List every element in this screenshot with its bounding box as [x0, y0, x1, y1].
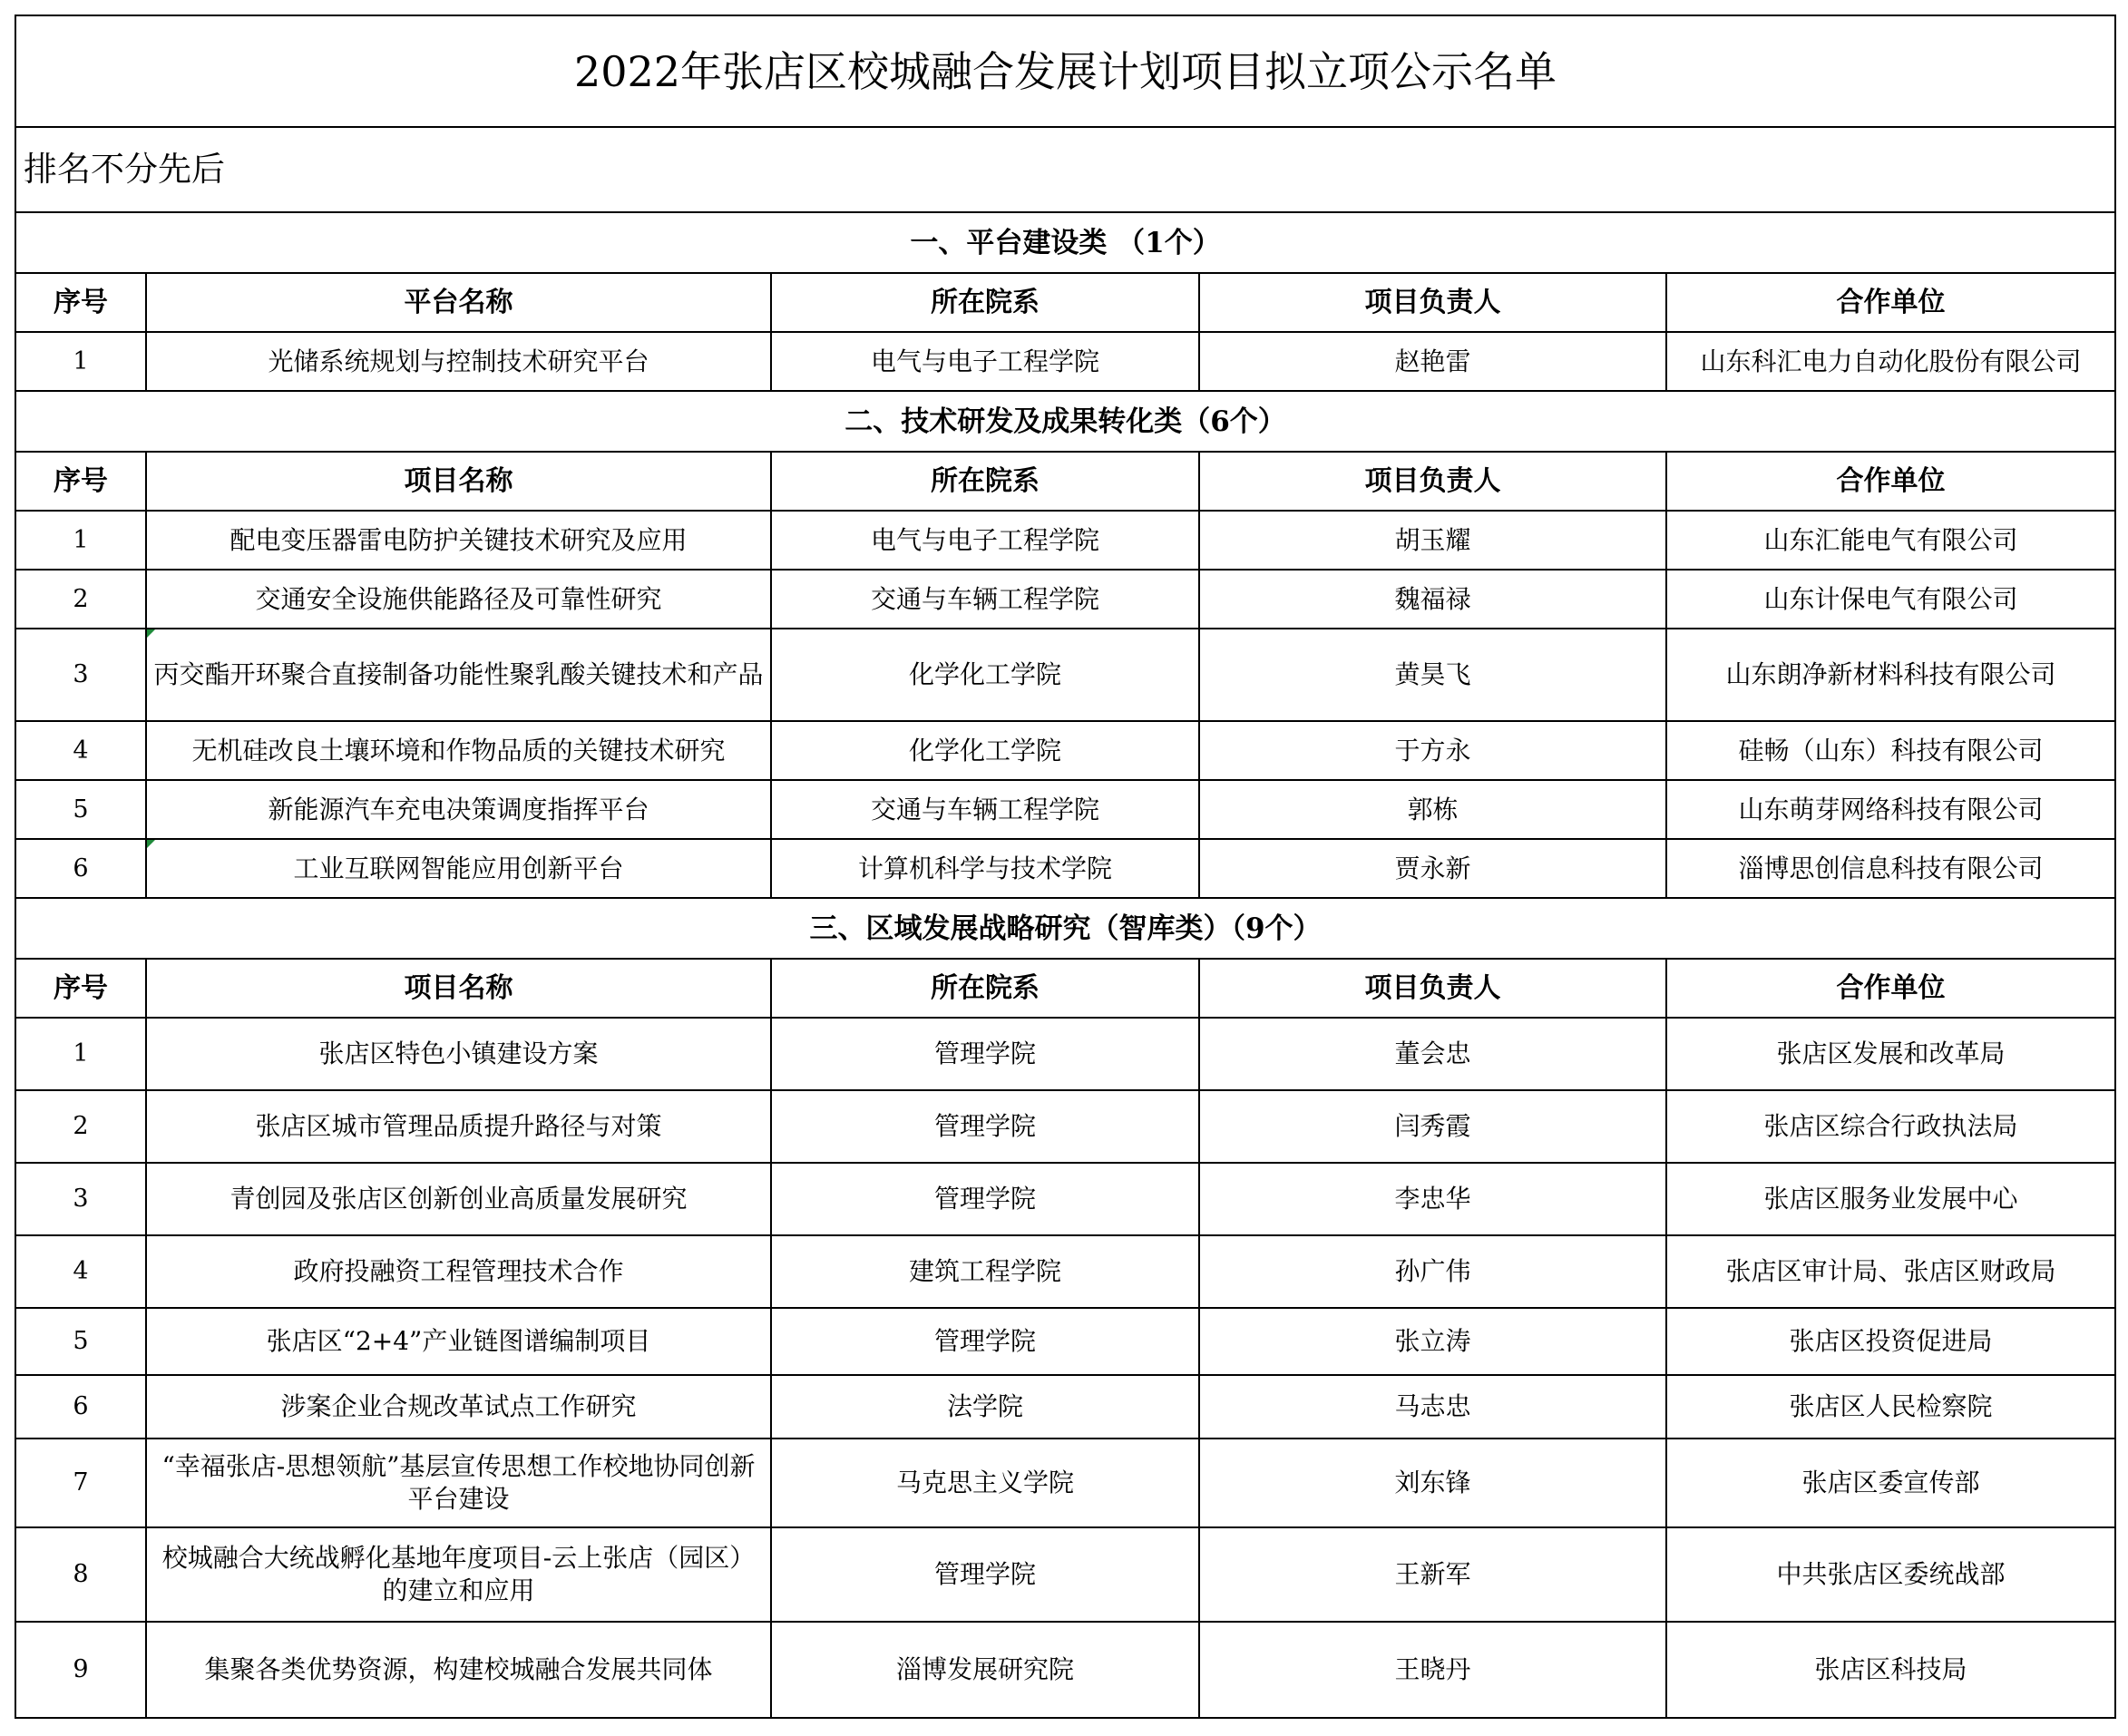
column-header-partner: 合作单位 — [1666, 452, 2115, 511]
partner-organization: 中共张店区委统战部 — [1666, 1527, 2115, 1622]
department: 建筑工程学院 — [771, 1235, 1199, 1308]
project-name: “幸福张店-思想领航”基层宣传思想工作校地协同创新平台建设 — [146, 1439, 771, 1527]
table-row — [15, 839, 2115, 898]
department: 交通与车辆工程学院 — [771, 570, 1199, 629]
project-name: 涉案企业合规改革试点工作研究 — [146, 1375, 771, 1439]
table-row — [15, 1439, 2115, 1527]
table-row — [15, 1622, 2115, 1718]
project-name: 工业互联网智能应用创新平台 — [146, 839, 771, 898]
row-index: 9 — [15, 1622, 146, 1718]
table-row — [15, 780, 2115, 839]
row-index: 2 — [15, 1090, 146, 1163]
project-table — [15, 15, 2116, 1719]
row-index: 1 — [15, 1018, 146, 1090]
column-header-department: 所在院系 — [771, 452, 1199, 511]
column-header-leader: 项目负责人 — [1199, 452, 1666, 511]
project-leader: 王晓丹 — [1199, 1622, 1666, 1718]
section-heading: 二、技术研发及成果转化类（6个） — [15, 391, 2115, 452]
row-index: 1 — [15, 511, 146, 570]
department: 淄博发展研究院 — [771, 1622, 1199, 1718]
table-row — [15, 1090, 2115, 1163]
partner-organization: 淄博思创信息科技有限公司 — [1666, 839, 2115, 898]
section-heading: 三、区域发展战略研究（智库类）（9个） — [15, 898, 2115, 959]
partner-organization: 张店区委宣传部 — [1666, 1439, 2115, 1527]
column-header-partner: 合作单位 — [1666, 959, 2115, 1018]
partner-organization: 张店区投资促进局 — [1666, 1308, 2115, 1375]
partner-organization: 山东朗净新材料科技有限公司 — [1666, 629, 2115, 721]
table-row — [15, 1375, 2115, 1439]
project-name: 张店区特色小镇建设方案 — [146, 1018, 771, 1090]
project-leader: 孙广伟 — [1199, 1235, 1666, 1308]
partner-organization: 山东科汇电力自动化股份有限公司 — [1666, 332, 2115, 391]
row-index: 4 — [15, 1235, 146, 1308]
department: 电气与电子工程学院 — [771, 511, 1199, 570]
column-header-department: 所在院系 — [771, 273, 1199, 332]
project-leader: 王新军 — [1199, 1527, 1666, 1622]
project-name: 丙交酯开环聚合直接制备功能性聚乳酸关键技术和产品 — [146, 629, 771, 721]
ranking-note: 排名不分先后 — [15, 127, 2115, 212]
partner-organization: 张店区服务业发展中心 — [1666, 1163, 2115, 1235]
partner-organization: 山东计保电气有限公司 — [1666, 570, 2115, 629]
project-leader: 刘东锋 — [1199, 1439, 1666, 1527]
partner-organization: 硅畅（山东）科技有限公司 — [1666, 721, 2115, 780]
table-row — [15, 1235, 2115, 1308]
department: 管理学院 — [771, 1527, 1199, 1622]
department: 管理学院 — [771, 1308, 1199, 1375]
section-heading: 一、平台建设类 （1个） — [15, 212, 2115, 273]
project-leader: 郭栋 — [1199, 780, 1666, 839]
partner-organization: 山东萌芽网络科技有限公司 — [1666, 780, 2115, 839]
project-name: 张店区“2+4”产业链图谱编制项目 — [146, 1308, 771, 1375]
row-index: 7 — [15, 1439, 146, 1527]
partner-organization: 张店区综合行政执法局 — [1666, 1090, 2115, 1163]
column-header-leader: 项目负责人 — [1199, 273, 1666, 332]
column-header-index: 序号 — [15, 273, 146, 332]
department: 化学化工学院 — [771, 629, 1199, 721]
department: 管理学院 — [771, 1018, 1199, 1090]
row-index: 3 — [15, 629, 146, 721]
row-index: 2 — [15, 570, 146, 629]
project-leader: 董会忠 — [1199, 1018, 1666, 1090]
table-row — [15, 511, 2115, 570]
project-name: 集聚各类优势资源，构建校城融合发展共同体 — [146, 1622, 771, 1718]
row-index: 1 — [15, 332, 146, 391]
department: 马克思主义学院 — [771, 1439, 1199, 1527]
project-leader: 魏福禄 — [1199, 570, 1666, 629]
project-leader: 胡玉耀 — [1199, 511, 1666, 570]
partner-organization: 山东汇能电气有限公司 — [1666, 511, 2115, 570]
project-leader: 张立涛 — [1199, 1308, 1666, 1375]
row-index: 5 — [15, 1308, 146, 1375]
column-header-name: 项目名称 — [146, 452, 771, 511]
column-header-name: 项目名称 — [146, 959, 771, 1018]
department: 法学院 — [771, 1375, 1199, 1439]
column-header-department: 所在院系 — [771, 959, 1199, 1018]
partner-organization: 张店区发展和改革局 — [1666, 1018, 2115, 1090]
row-index: 8 — [15, 1527, 146, 1622]
project-name: 校城融合大统战孵化基地年度项目-云上张店（园区）的建立和应用 — [146, 1527, 771, 1622]
department: 电气与电子工程学院 — [771, 332, 1199, 391]
project-leader: 贾永新 — [1199, 839, 1666, 898]
table-row — [15, 332, 2115, 391]
partner-organization: 张店区科技局 — [1666, 1622, 2115, 1718]
row-index: 6 — [15, 1375, 146, 1439]
project-name: 张店区城市管理品质提升路径与对策 — [146, 1090, 771, 1163]
partner-organization: 张店区审计局、张店区财政局 — [1666, 1235, 2115, 1308]
project-leader: 马志忠 — [1199, 1375, 1666, 1439]
project-leader: 赵艳雷 — [1199, 332, 1666, 391]
column-header-index: 序号 — [15, 452, 146, 511]
project-name: 无机硅改良土壤环境和作物品质的关键技术研究 — [146, 721, 771, 780]
page-title: 2022年张店区校城融合发展计划项目拟立项公示名单 — [15, 15, 2115, 127]
table-row — [15, 1308, 2115, 1375]
project-leader: 黄昊飞 — [1199, 629, 1666, 721]
project-name: 配电变压器雷电防护关键技术研究及应用 — [146, 511, 771, 570]
department: 管理学院 — [771, 1163, 1199, 1235]
table-row — [15, 1163, 2115, 1235]
project-leader: 闫秀霞 — [1199, 1090, 1666, 1163]
table-row — [15, 721, 2115, 780]
table-row — [15, 570, 2115, 629]
row-index: 4 — [15, 721, 146, 780]
project-name: 政府投融资工程管理技术合作 — [146, 1235, 771, 1308]
project-name: 青创园及张店区创新创业高质量发展研究 — [146, 1163, 771, 1235]
table-row — [15, 629, 2115, 721]
table-row — [15, 1527, 2115, 1622]
row-index: 3 — [15, 1163, 146, 1235]
project-list-sheet — [15, 15, 2114, 1719]
project-name: 光储系统规划与控制技术研究平台 — [146, 332, 771, 391]
department: 计算机科学与技术学院 — [771, 839, 1199, 898]
column-header-index: 序号 — [15, 959, 146, 1018]
project-name: 交通安全设施供能路径及可靠性研究 — [146, 570, 771, 629]
department: 管理学院 — [771, 1090, 1199, 1163]
table-row — [15, 1018, 2115, 1090]
column-header-partner: 合作单位 — [1666, 273, 2115, 332]
project-name: 新能源汽车充电决策调度指挥平台 — [146, 780, 771, 839]
partner-organization: 张店区人民检察院 — [1666, 1375, 2115, 1439]
department: 交通与车辆工程学院 — [771, 780, 1199, 839]
department: 化学化工学院 — [771, 721, 1199, 780]
column-header-leader: 项目负责人 — [1199, 959, 1666, 1018]
column-header-name: 平台名称 — [146, 273, 771, 332]
project-leader: 于方永 — [1199, 721, 1666, 780]
row-index: 6 — [15, 839, 146, 898]
row-index: 5 — [15, 780, 146, 839]
project-leader: 李忠华 — [1199, 1163, 1666, 1235]
